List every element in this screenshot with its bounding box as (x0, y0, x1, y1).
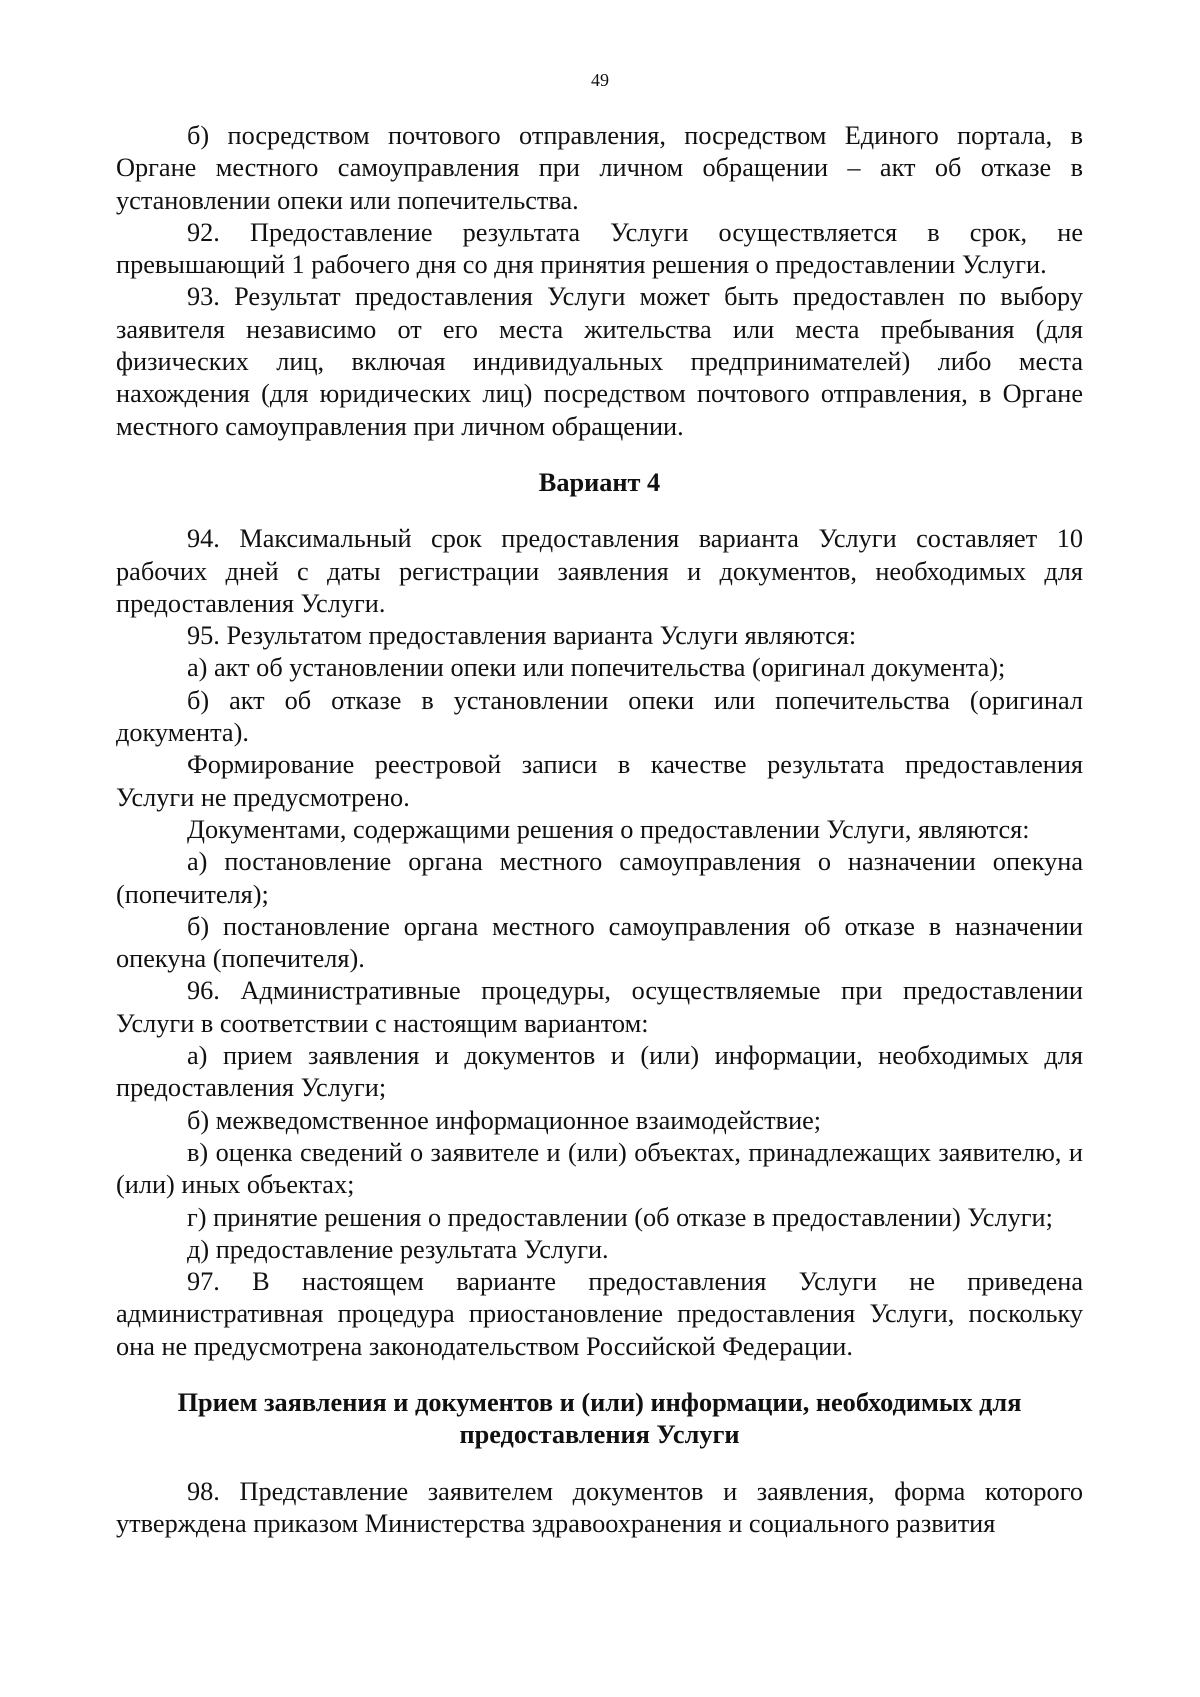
list-item-95-b: б) акт об отказе в установлении опеки или попечительства (оригинал документа). (116, 685, 1083, 748)
paragraph-93: 93. Результат предоставления Услуги может быть предоставлен по выбору заявителя независимо от его места жительства или места пребывания (для физических лиц, включая индивидуальных предпринимателей) либо места нахождения (для юридических лиц) посредством почтового отправления, в Органе местного самоуправления при личном обращении. (116, 282, 1083, 441)
paragraph-b-delivery: б) посредством почтового отправления, посредством Единого портала, в Органе местного самоуправления при личном обращении – акт об отказе в установлении опеки или попечительства. (116, 121, 1083, 215)
list-item-96-a: а) прием заявления и документов и (или) информации, необходимых для предоставления Услуги; (116, 1041, 1083, 1103)
list-item-95-a: а) акт об установлении опеки или попечительства (оригинал документа); (187, 653, 1006, 683)
paragraph-94: 94. Максимальный срок предоставления варианта Услуги составляет 10 рабочих дней с даты регистрации заявления и документов, необходимых для предоставления Услуги. (116, 524, 1083, 618)
section-heading-variant-4: Вариант 4 (538, 467, 661, 497)
section-heading-line-2: предоставления Услуги (459, 1420, 740, 1450)
paragraph-92: 92. Предоставление результата Услуги осуществляется в срок, не превышающий 1 рабочего дня со дня принятия решения о предоставлении Услуги. (116, 217, 1083, 280)
section-heading-line-1: Прием заявления и документов и (или) информации, необходимых для (177, 1387, 1022, 1417)
page-number: 49 (591, 70, 609, 90)
list-item-decision-b: б) постановление органа местного самоуправления об отказе в назначении опекуна (попечителя). (116, 911, 1083, 974)
list-item-96-g: г) принятие решения о предоставлении (об отказе в предоставлении) Услуги; (187, 1202, 1053, 1232)
list-item-96-b: б) межведомственное информационное взаимодействие; (187, 1105, 822, 1135)
paragraph-95: 95. Результатом предоставления варианта Услуги являются: (187, 621, 857, 651)
paragraph-decision-documents: Документами, содержащими решения о предоставлении Услуги, являются: (187, 814, 1030, 844)
list-item-96-d: д) предоставление результата Услуги. (187, 1234, 609, 1264)
document-body (116, 120, 1083, 1540)
paragraph-97: 97. В настоящем варианте предоставления Услуги не приведена административная процедура приостановление предоставления Услуги, поскольку она не предусмотрена законодательством Российской Федерации. (116, 1267, 1083, 1361)
list-item-96-v: в) оценка сведений о заявителе и (или) объектах, принадлежащих заявителю, и (или) иных объектах; (116, 1137, 1083, 1200)
paragraph-registry-record: Формирование реестровой записи в качестве результата предоставления Услуги не предусмотрено. (116, 750, 1083, 812)
list-item-decision-a: а) постановление органа местного самоуправления о назначении опекуна (попечителя); (116, 847, 1083, 909)
section-heading-application-intake (116, 1387, 1083, 1452)
paragraph-96: 96. Административные процедуры, осуществляемые при предоставлении Услуги в соответствии с настоящим вариантом: (116, 976, 1083, 1038)
paragraph-98: 98. Представление заявителем документов и заявления, форма которого утверждена приказом Министерства здравоохранения и социального развития (116, 1476, 1083, 1538)
